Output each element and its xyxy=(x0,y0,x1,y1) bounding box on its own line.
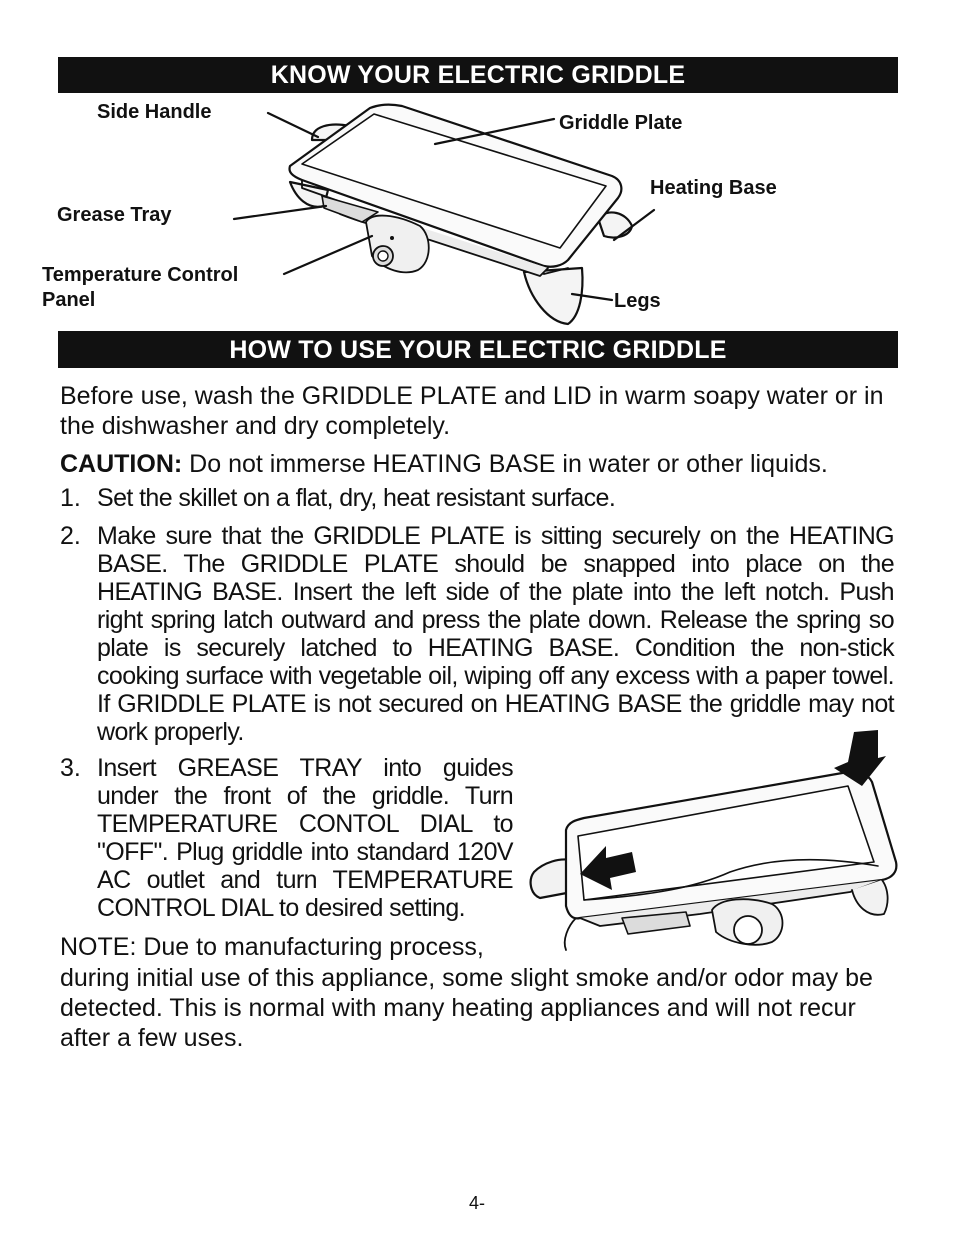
caution-line xyxy=(60,449,895,479)
step-2-number: 2. xyxy=(60,522,81,550)
step-2-text: Make sure that the GRIDDLE PLATE is sitting securely on the HEATING BASE. The GRIDDLE PLATE should be snapped into place on the HEATING BASE. Insert the left side of the plate into the left notch. Push right spring latch outward and press the plate down. Release the spring so plate is securely latched to HEATING BASE. Condition the non-stick cooking surface with vegetable oil, wiping off any excess with a paper towel. If GRIDDLE PLATE is not secured on HEATING BASE the griddle may not work properly. xyxy=(97,522,894,746)
caution-text: Do not immerse HEATING BASE in water or other liquids. xyxy=(182,450,828,478)
label-temperature-control-line1: Temperature Control xyxy=(42,264,239,286)
label-legs: Legs xyxy=(614,290,661,312)
callout-temperature-control xyxy=(284,236,372,274)
griddle-assembly-diagram xyxy=(520,725,900,960)
step-3-number: 3. xyxy=(60,754,81,782)
label-side-handle: Side Handle xyxy=(97,101,212,123)
label-grease-tray: Grease Tray xyxy=(57,204,172,226)
label-temperature-control-line2: Panel xyxy=(42,289,96,311)
step-3-text: Insert GREASE TRAY into guides under the front of the griddle. Turn TEMPERATURE CONTOL DIAL to "OFF". Plug griddle into standard 120V AC outlet and turn TEMPERATURE CONTROL DIAL to desired setting. xyxy=(97,754,513,922)
note-paragraph: during initial use of this appliance, some slight smoke and/or odor may be detected. This is normal with many heating appliances and will not recur after a few uses. xyxy=(60,964,873,1052)
step-1-text: Set the skillet on a flat, dry, heat resistant surface. xyxy=(97,484,616,512)
label-griddle-plate: Griddle Plate xyxy=(559,112,683,134)
intro-paragraph: Before use, wash the GRIDDLE PLATE and LID in warm soapy water or in the dishwasher and dry completely. xyxy=(60,382,884,440)
caution-label: CAUTION: xyxy=(60,450,183,478)
callout-side-handle xyxy=(268,113,318,137)
callout-grease-tray xyxy=(234,206,326,219)
step-1-number: 1. xyxy=(60,484,81,512)
section-title-how: HOW TO USE YOUR ELECTRIC GRIDDLE xyxy=(58,331,898,368)
section-title-know: KNOW YOUR ELECTRIC GRIDDLE xyxy=(58,57,898,93)
page-number: 4- xyxy=(468,1193,485,1213)
note-line-1: NOTE: Due to manufacturing process, xyxy=(60,933,484,961)
label-heating-base: Heating Base xyxy=(650,177,777,199)
